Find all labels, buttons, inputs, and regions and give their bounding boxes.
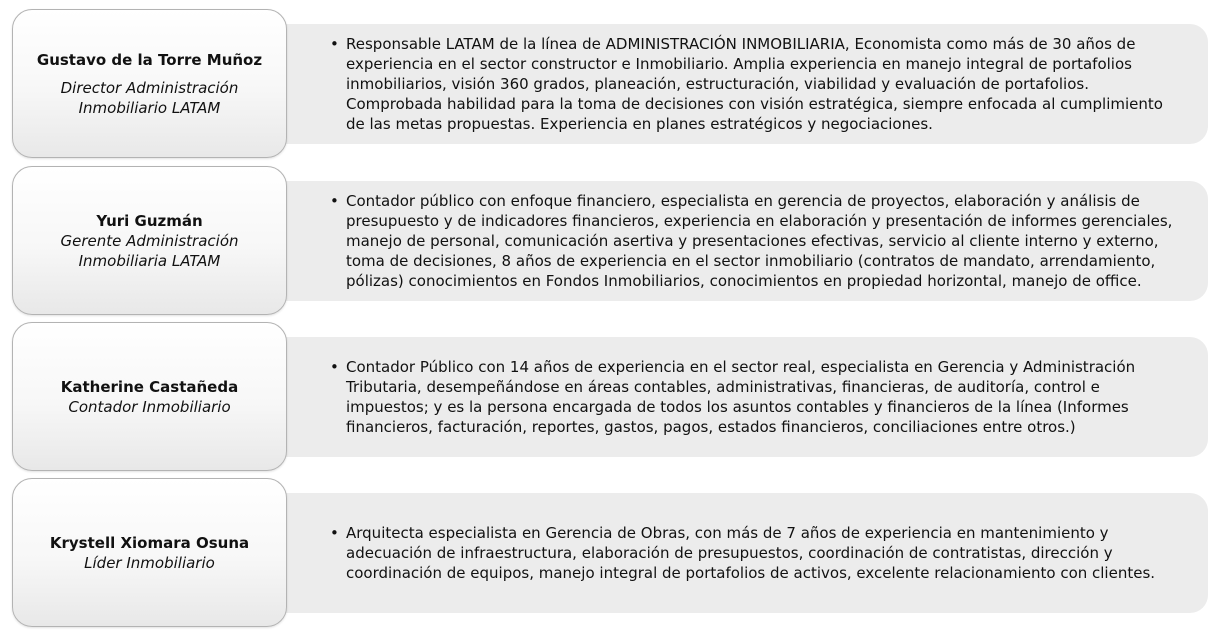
bio-bullet-item: [330, 191, 1184, 291]
bio-text: Arquitecta especialista en Gerencia de Obras, con más de 7 años de experiencia en mantenimiento y adecuación de infraestructura, elaboración de presupuestos, coordinación de contratistas, dirección y coordinación de equipos, manejo integral de portafolios de activos, excelente relacionamiento con clientes.: [346, 524, 1156, 582]
bio-text: Contador Público con 14 años de experiencia en el sector real, especialista en Gerencia y Administración Tributaria, desempeñándose en áreas contables, administrativas, financieras, de auditoría, control e impuestos; y es la persona encargada de todos los asuntos contables y financieros de la línea (Informes financieros, facturación, reportes, gastos, pagos, estados financieros, conciliaciones entre otros.): [346, 358, 1136, 436]
bio-panel: [250, 493, 1208, 613]
person-name: Gustavo de la Torre Muñoz: [36, 50, 263, 69]
bio-panel: [250, 181, 1208, 301]
bio-bullet-item: [330, 357, 1184, 437]
person-title-line-1: Líder Inmobiliario: [84, 553, 215, 572]
profile-card: [12, 478, 287, 627]
profile-row-4: [0, 478, 1223, 628]
person-name: Katherine Castañeda: [60, 377, 239, 396]
profile-card: [12, 166, 287, 315]
profile-row-2: [0, 166, 1223, 316]
bullet-icon: •: [330, 524, 339, 542]
person-title-line-1: Director Administración: [60, 78, 239, 97]
profile-card: [12, 9, 287, 158]
person-title-line-1: Contador Inmobiliario: [68, 397, 231, 416]
person-name: Krystell Xiomara Osuna: [49, 533, 250, 552]
bullet-icon: •: [330, 35, 339, 53]
bio-text: Contador público con enfoque financiero, especialista en gerencia de proyectos, elaboración y análisis de presupuesto y de indicadores financieros, experiencia en elaboración y presentación de informes gerenciales, manejo de personal, comunicación asertiva y presentaciones efectivas, servicio al cliente interno y externo, toma de decisiones, 8 años de experiencia en el sector inmobiliario (contratos de mandato, arrendamiento, pólizas) conocimientos en Fondos Inmobiliarios, conocimientos en propiedad horizontal, manejo de office.: [346, 192, 1173, 290]
person-title-line-2: Inmobiliaria LATAM: [78, 251, 221, 270]
bio-panel: [250, 337, 1208, 457]
profile-row-1: [0, 9, 1223, 159]
bullet-icon: •: [330, 358, 339, 376]
person-name: Yuri Guzmán: [96, 211, 203, 230]
bio-text: Responsable LATAM de la línea de ADMINISTRACIÓN INMOBILIARIA, Economista como más de 30 años de experiencia en el sector constructor e Inmobiliario. Amplia experiencia en manejo integral de portafolios inmobiliarios, visión 360 grados, planeación, estructuración, viabilidad y evaluación de portafolios. Comprobada habilidad para la toma de decisiones con visión estratégica, siempre enfocada al cumplimiento de las metas propuestas. Experiencia en planes estratégicos y negociaciones.: [346, 35, 1163, 133]
bio-panel: [250, 24, 1208, 144]
profile-row-3: [0, 322, 1223, 472]
profile-card: [12, 322, 287, 471]
bio-bullet-item: [330, 523, 1184, 583]
person-title-line-1: Gerente Administración: [60, 231, 239, 250]
bio-bullet-item: [330, 34, 1184, 134]
bullet-icon: •: [330, 192, 339, 210]
person-title-line-2: Inmobiliario LATAM: [78, 98, 221, 117]
